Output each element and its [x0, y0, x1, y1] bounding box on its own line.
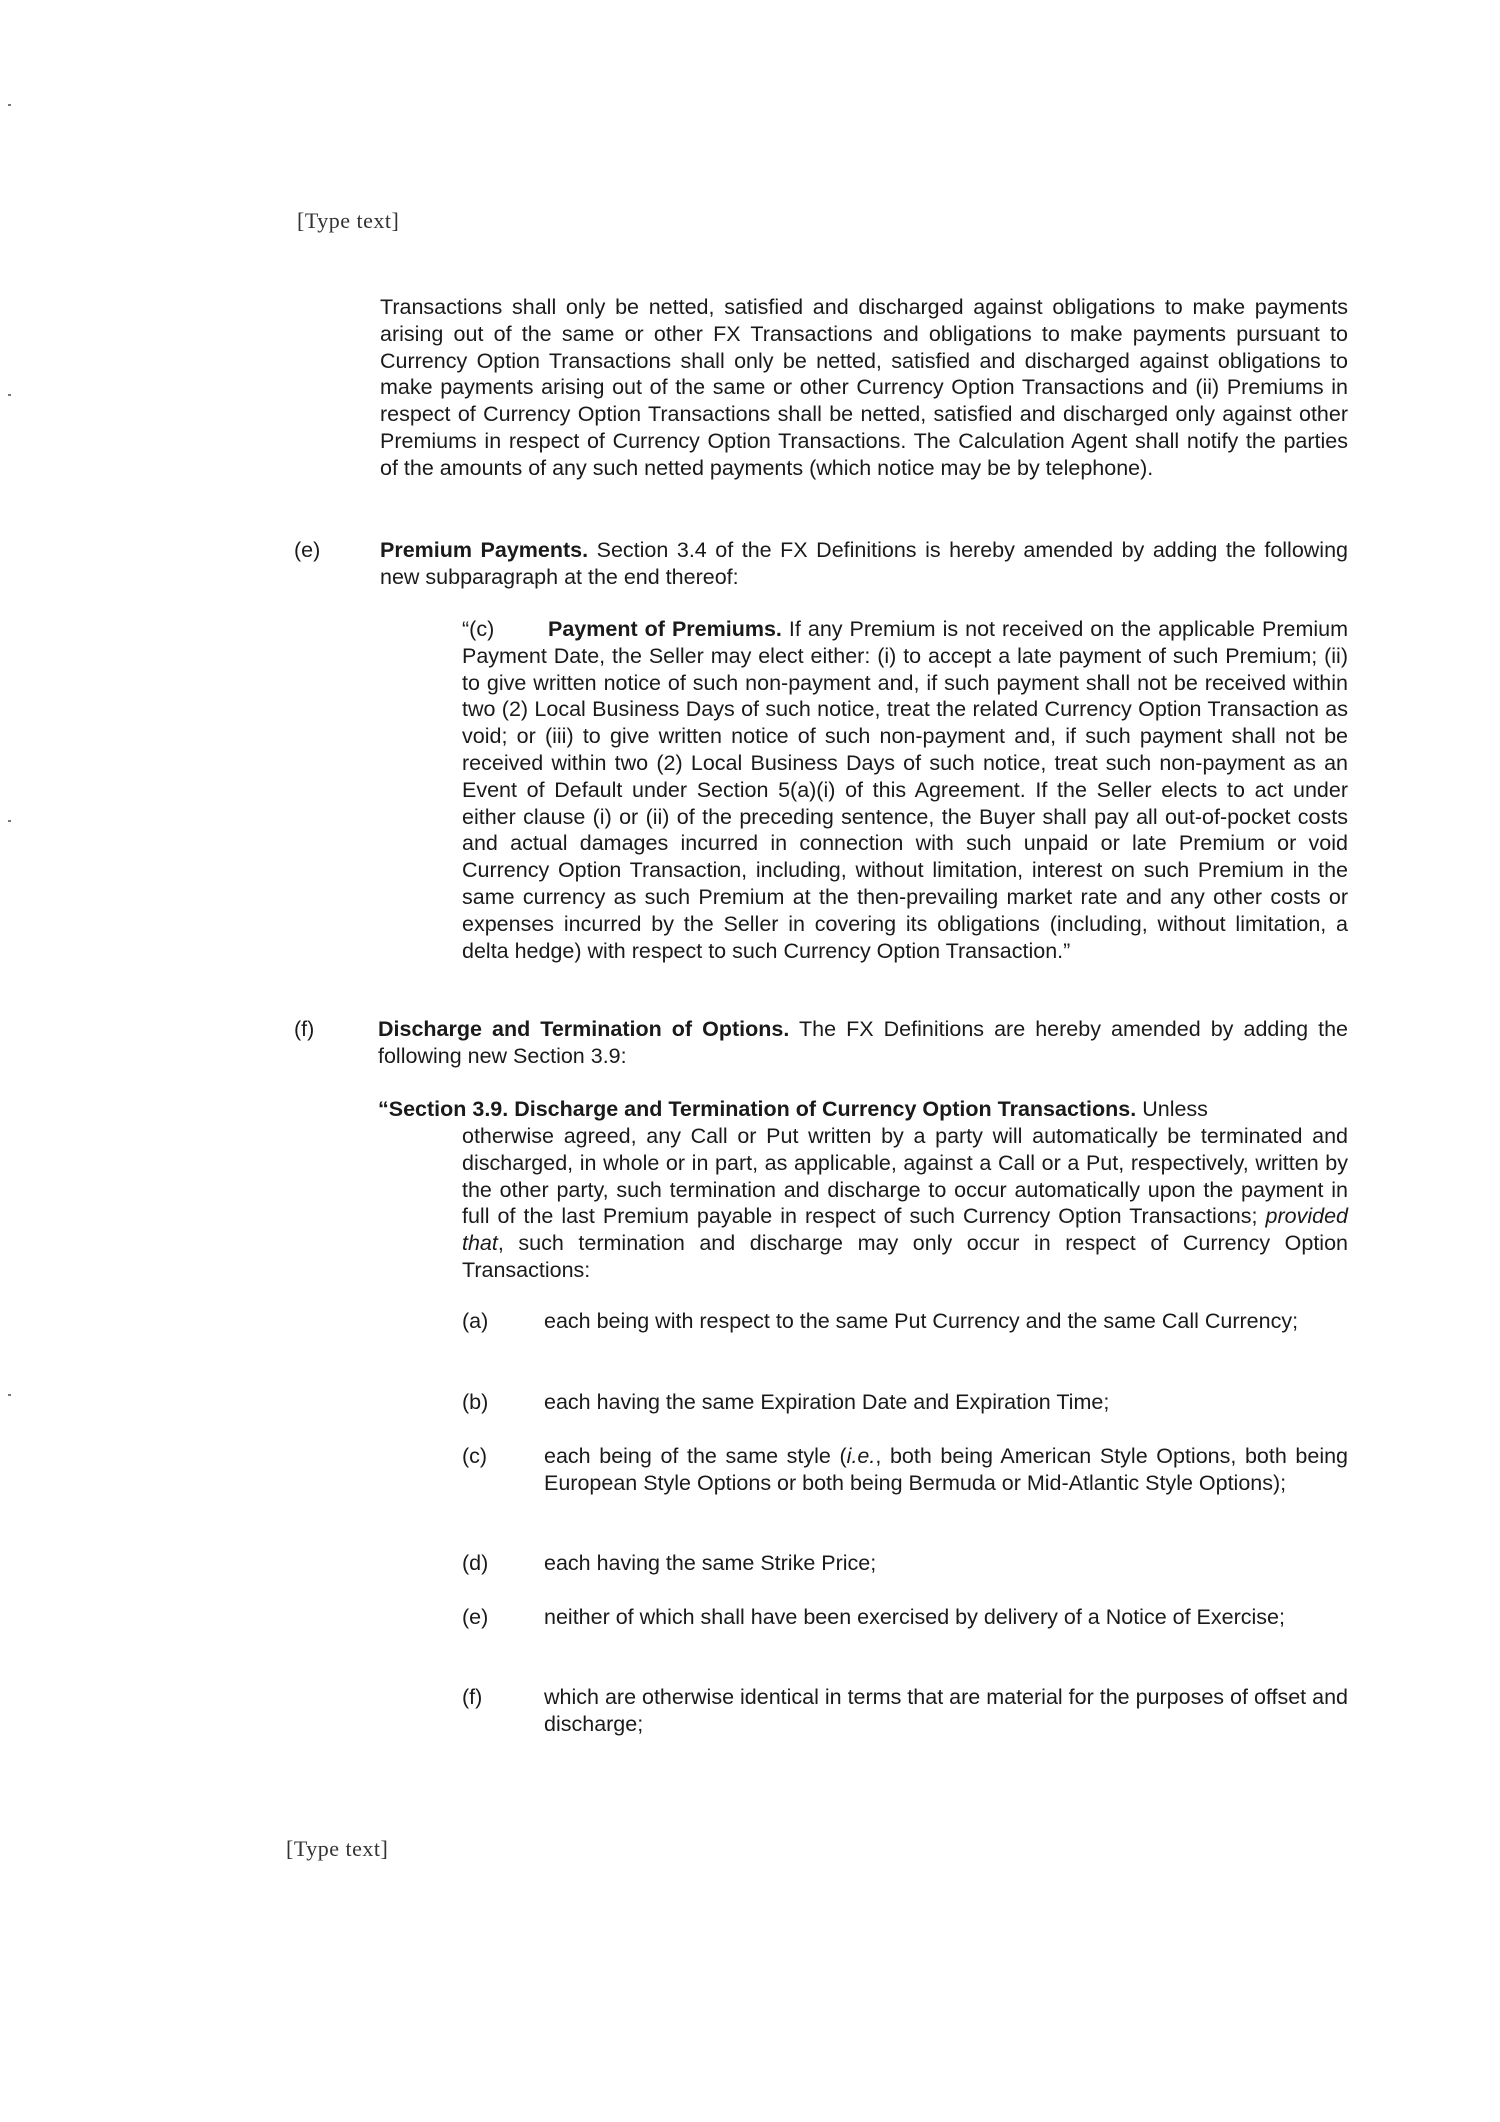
section-3-9-body [462, 1123, 1348, 1284]
section-3-9-body-italic: provided that [462, 1204, 1348, 1256]
section-f-paragraph [378, 1016, 1348, 1070]
scan-mark [8, 394, 11, 396]
condition-item-e [462, 1604, 1348, 1631]
section-3-9-heading-line [378, 1096, 1348, 1123]
condition-label: (c) [462, 1444, 488, 1468]
scan-mark [8, 1394, 11, 1396]
condition-item-a [462, 1308, 1348, 1335]
condition-item-c [462, 1443, 1348, 1497]
condition-item-b [462, 1389, 1348, 1416]
subparagraph-c-heading: Payment of Premiums. [548, 617, 782, 641]
section-e-marker: (e) [294, 538, 321, 562]
condition-text: which are otherwise identical in terms that are material for the purposes of offset and discharge; [544, 1685, 1348, 1736]
condition-label: (f) [462, 1685, 483, 1709]
section-3-9-body-before: otherwise agreed, any Call or Put written by a party will automatically be terminated and discharged, in whole or in part, as applicable, against a Call or a Put, respectively, written by the other party, such termination and discharge to occur automatically upon the payment in full of the last Premium payable in respect of such Currency Option Transactions; [462, 1124, 1348, 1229]
section-e-text: Section 3.4 of the FX Definitions is hereby amended by adding the following new subparagraph at the end thereof: [380, 538, 1348, 589]
intro-paragraph: Transactions shall only be netted, satisfied and discharged against obligations to make payments arising out of the same or other FX Transactions and obligations to make payments pursuant to Currency Option Transactions shall only be netted, satisfied and discharged against obligations to make payments arising out of the same or other Currency Option Transactions and (ii) Premiums in respect of Currency Option Transactions shall be netted, satisfied and discharged only against other Premiums in respect of Currency Option Transactions. The Calculation Agent shall notify the parties of the amounts of any such netted payments (which notice may be by telephone). [380, 295, 1348, 480]
subparagraph-c-label: “(c) [462, 617, 495, 641]
condition-item-d [462, 1550, 1348, 1577]
condition-text-after: , both being American Style Options, both being European Style Options or both being Bermuda or Mid-Atlantic Style Options); [544, 1444, 1349, 1495]
section-f-heading: Discharge and Termination of Options. [378, 1017, 790, 1041]
condition-text: each being with respect to the same Put Currency and the same Call Currency; [544, 1309, 1299, 1333]
condition-text: each having the same Strike Price; [544, 1551, 877, 1575]
condition-item-f [462, 1684, 1348, 1738]
section-3-9-heading: “Section 3.9. Discharge and Termination of Currency Option Transactions. [378, 1097, 1137, 1121]
condition-label: (a) [462, 1309, 489, 1333]
payment-of-premiums-paragraph [462, 616, 1348, 964]
condition-label: (b) [462, 1390, 489, 1414]
condition-text [544, 1443, 1348, 1497]
page-header-note: [Type text] [297, 208, 400, 233]
condition-text-before: each being of the same style ( [544, 1444, 847, 1468]
scan-mark [8, 820, 11, 822]
section-e-heading: Premium Payments. [380, 538, 589, 562]
condition-label: (e) [462, 1605, 489, 1629]
condition-text: neither of which shall have been exercised by delivery of a Notice of Exercise; [544, 1605, 1285, 1629]
section-e-paragraph [380, 537, 1348, 591]
subparagraph-c-text: If any Premium is not received on the applicable Premium Payment Date, the Seller may elect either: (i) to accept a late payment of such Premium; (ii) to give written notice of such non-payment and, if such payment shall not be received within two (2) Local Business Days of such notice, treat the related Currency Option Transaction as void; or (iii) to give written notice of such non-payment and, if such payment shall not be received within two (2) Local Business Days of such notice, treat such non-payment as an Event of Default under Section 5(a)(i) of this Agreement. If the Seller elects to act under either clause (i) or (ii) of the preceding sentence, the Buyer shall pay all out-of-pocket costs and actual damages incurred in connection with such unpaid or late Premium or void Currency Option Transaction, including, without limitation, interest on such Premium in the same currency as such Premium at the then-prevailing market rate and any other costs or expenses incurred by the Seller in covering its obligations (including, without limitation, a delta hedge) with respect to such Currency Option Transaction.” [462, 617, 1348, 963]
section-f-text: The FX Definitions are hereby amended by adding the following new Section 3.9: [378, 1017, 1349, 1068]
condition-text: each having the same Expiration Date and Expiration Time; [544, 1390, 1110, 1414]
condition-text-italic: i.e. [846, 1444, 876, 1468]
condition-label: (d) [462, 1551, 489, 1575]
section-f-marker: (f) [294, 1017, 315, 1041]
section-3-9-first-line-text: Unless [1136, 1097, 1208, 1121]
section-3-9-body-after: , such termination and discharge may only occur in respect of Currency Option Transactions: [462, 1231, 1348, 1282]
scan-mark [8, 104, 11, 106]
page-footer-note: [Type text] [286, 1836, 389, 1861]
